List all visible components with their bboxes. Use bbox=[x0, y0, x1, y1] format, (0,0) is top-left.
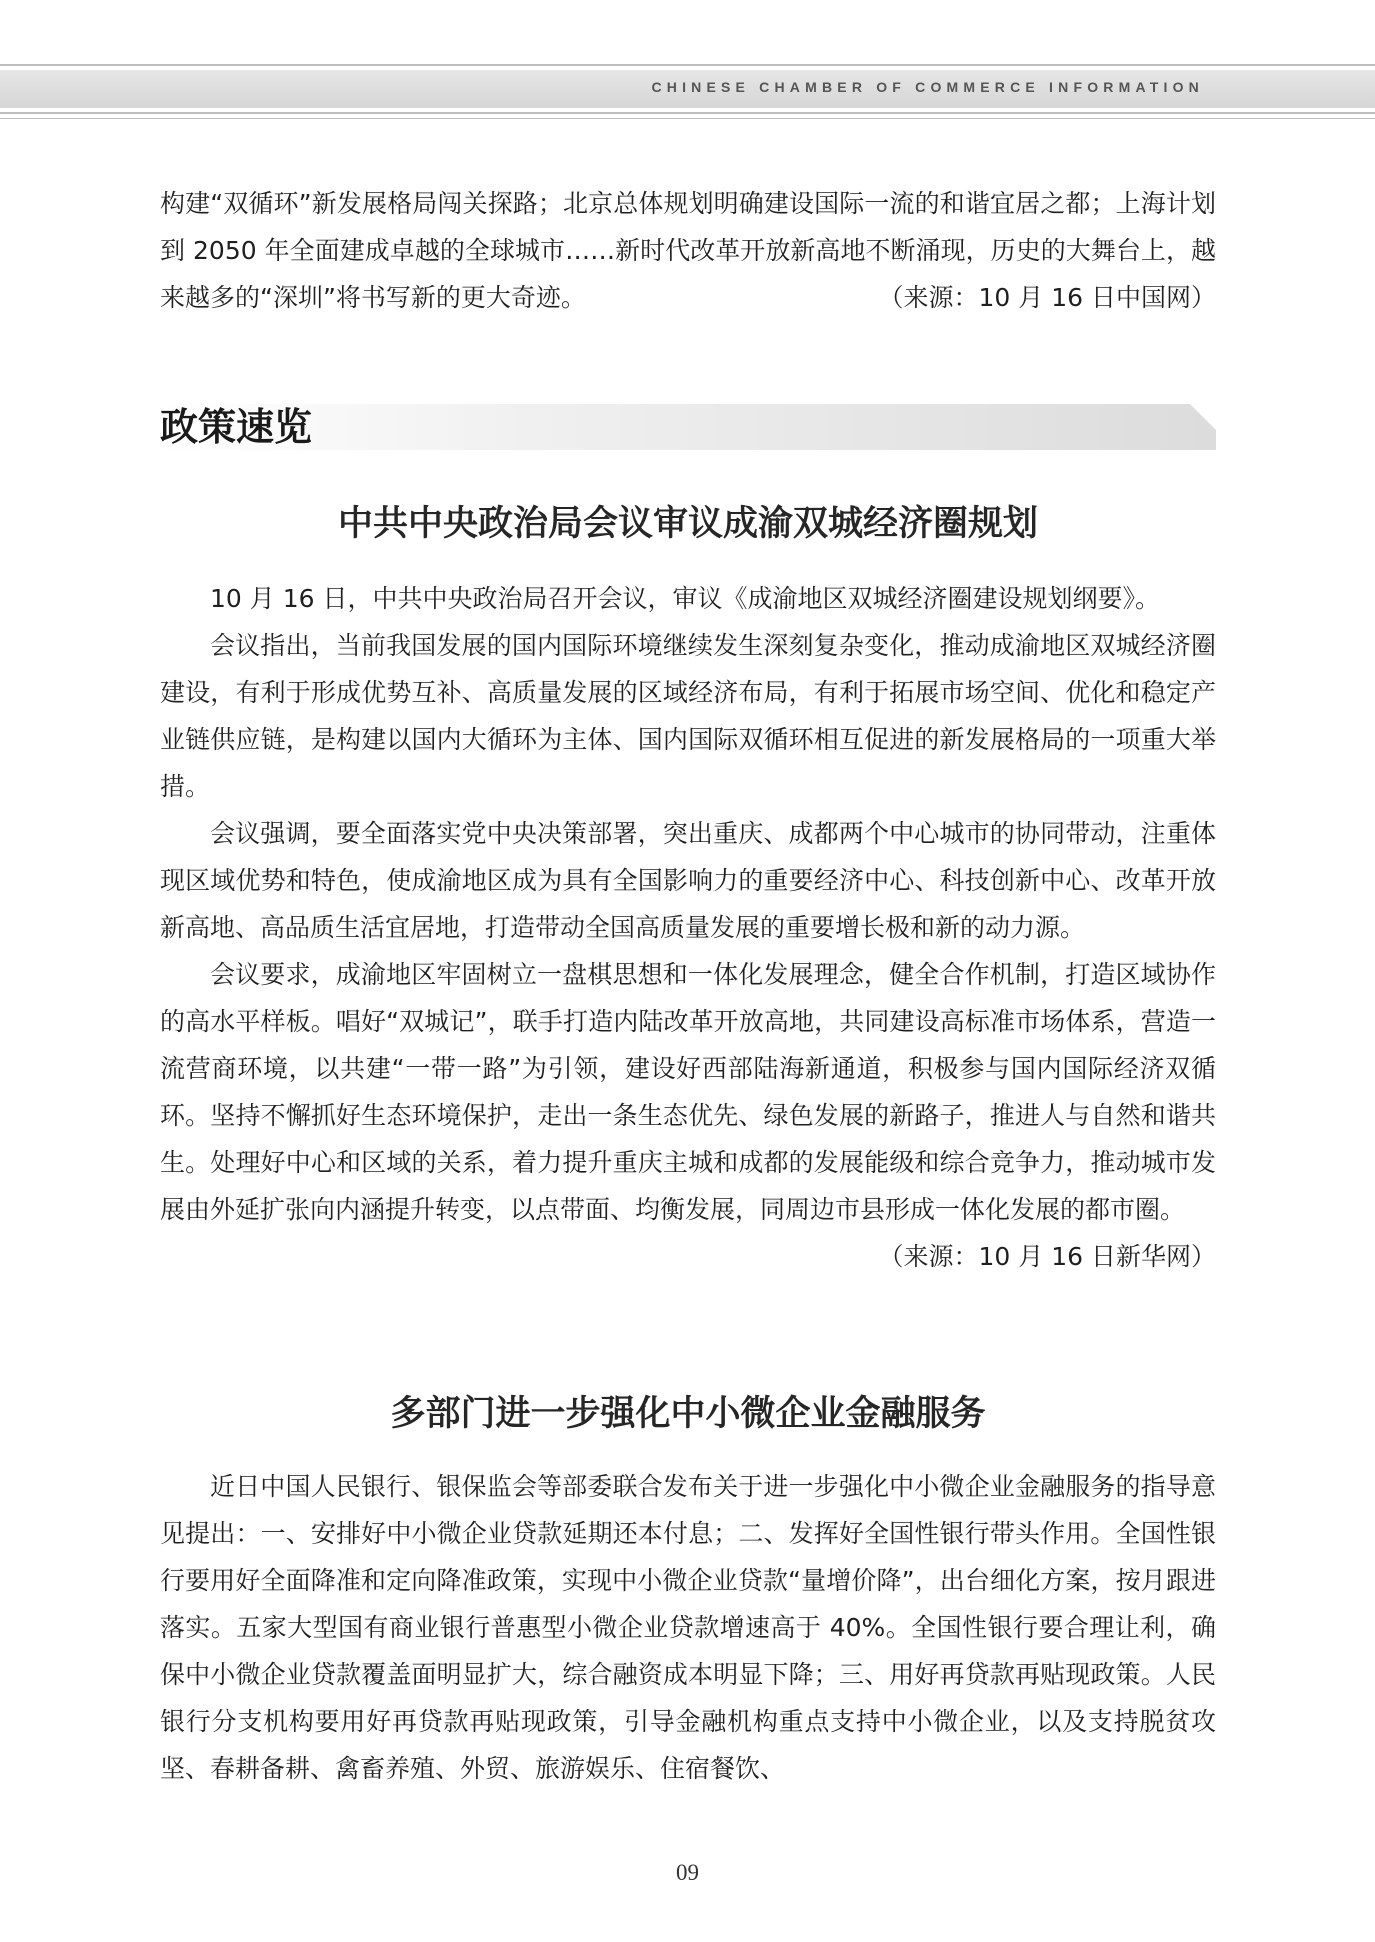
section-title: 政策速览 bbox=[160, 404, 313, 449]
header-rule-bottom bbox=[0, 112, 1375, 114]
article-2-body bbox=[160, 1463, 1216, 1792]
article-1-body bbox=[160, 575, 1216, 1280]
intro-block bbox=[160, 180, 1216, 321]
article-1-paragraph-4 bbox=[160, 951, 1216, 1271]
header-rule-top bbox=[0, 64, 1375, 66]
intro-paragraph bbox=[160, 180, 1216, 321]
section-heading-bar bbox=[160, 404, 1216, 450]
article-title-1: 中共中央政治局会议审议成渝双城经济圈规划 bbox=[337, 504, 1038, 544]
article-1-paragraph-2: 会议指出，当前我国发展的国内国际环境继续发生深刻复杂变化，推动成渝地区双城经济圈建设，有利于形成优势互补、高质量发展的区域经济布局，有利于拓展市场空间、优化和稳定产业链供应链，是构建以国内大循环为主体、国内国际双循环相互促进的新发展格局的一项重大举措。 bbox=[160, 631, 1216, 801]
article-1-paragraph-1: 10 月 16 日，中共中央政治局召开会议，审议《成渝地区双城经济圈建设规划纲要》。 bbox=[210, 584, 1160, 613]
section-heading-background bbox=[160, 404, 1216, 450]
article-2-paragraph-1: 近日中国人民银行、银保监会等部委联合发布关于进一步强化中小微企业金融服务的指导意见提出：一、安排好中小微企业贷款延期还本付息；二、发挥好全国性银行带头作用。全国性银行要用好全面降准和定向降准政策，实现中小微企业贷款“量增价降”，出台细化方案，按月跟进落实。五家大型国有商业银行普惠型小微企业贷款增速高于 40%。全国性银行要合理让利，确保中小微企业贷款覆盖面明显扩大，综合融资成本明显下降；三、用好再贷款再贴现政策。人民银行分支机构要用好再贷款再贴现政策，引导金融机构重点支持中小微企业，以及支持脱贫攻坚、春耕备耕、禽畜养殖、外贸、旅游娱乐、住宿餐饮、 bbox=[160, 1472, 1216, 1783]
running-header-title: CHINESE CHAMBER OF COMMERCE INFORMATION bbox=[651, 79, 1204, 95]
article-title-2: 多部门进一步强化中小微企业金融服务 bbox=[390, 1394, 986, 1434]
article-1-source: （来源：10 月 16 日新华网） bbox=[878, 1242, 1216, 1271]
article-1-paragraph-4-text: 会议要求，成渝地区牢固树立一盘棋思想和一体化发展理念，健全合作机制，打造区域协作的高水平样板。唱好“双城记”，联手打造内陆改革开放高地，共同建设高标准市场体系，营造一流营商环境，以共建“一带一路”为引领，建设好西部陆海新通道，积极参与国内国际经济双循环。坚持不懈抓好生态环境保护，走出一条生态优先、绿色发展的新路子，推进人与自然和谐共生。处理好中心和区域的关系，着力提升重庆主城和成都的发展能级和综合竞争力，推动城市发展由外延扩张向内涵提升转变，以点带面、均衡发展，同周边市县形成一体化发展的都市圈。 bbox=[160, 960, 1216, 1224]
page-number: 09 bbox=[676, 1860, 699, 1885]
header-rule-bottom-thin bbox=[0, 118, 1375, 119]
intro-text: 构建“双循环”新发展格局闯关探路；北京总体规划明确建设国际一流的和谐宜居之都；上海计划到 2050 年全面建成卓越的全球城市……新时代改革开放新高地不断涌现，历史的大舞台上，越来越多的“深圳”将书写新的更大奇迹。 bbox=[160, 189, 1216, 312]
article-1-paragraph-3: 会议强调，要全面落实党中央决策部署，突出重庆、成都两个中心城市的协同带动，注重体现区域优势和特色，使成渝地区成为具有全国影响力的重要经济中心、科技创新中心、改革开放新高地、高品质生活宜居地，打造带动全国高质量发展的重要增长极和新的动力源。 bbox=[160, 819, 1216, 942]
intro-source: （来源：10 月 16 日中国网） bbox=[878, 283, 1216, 312]
